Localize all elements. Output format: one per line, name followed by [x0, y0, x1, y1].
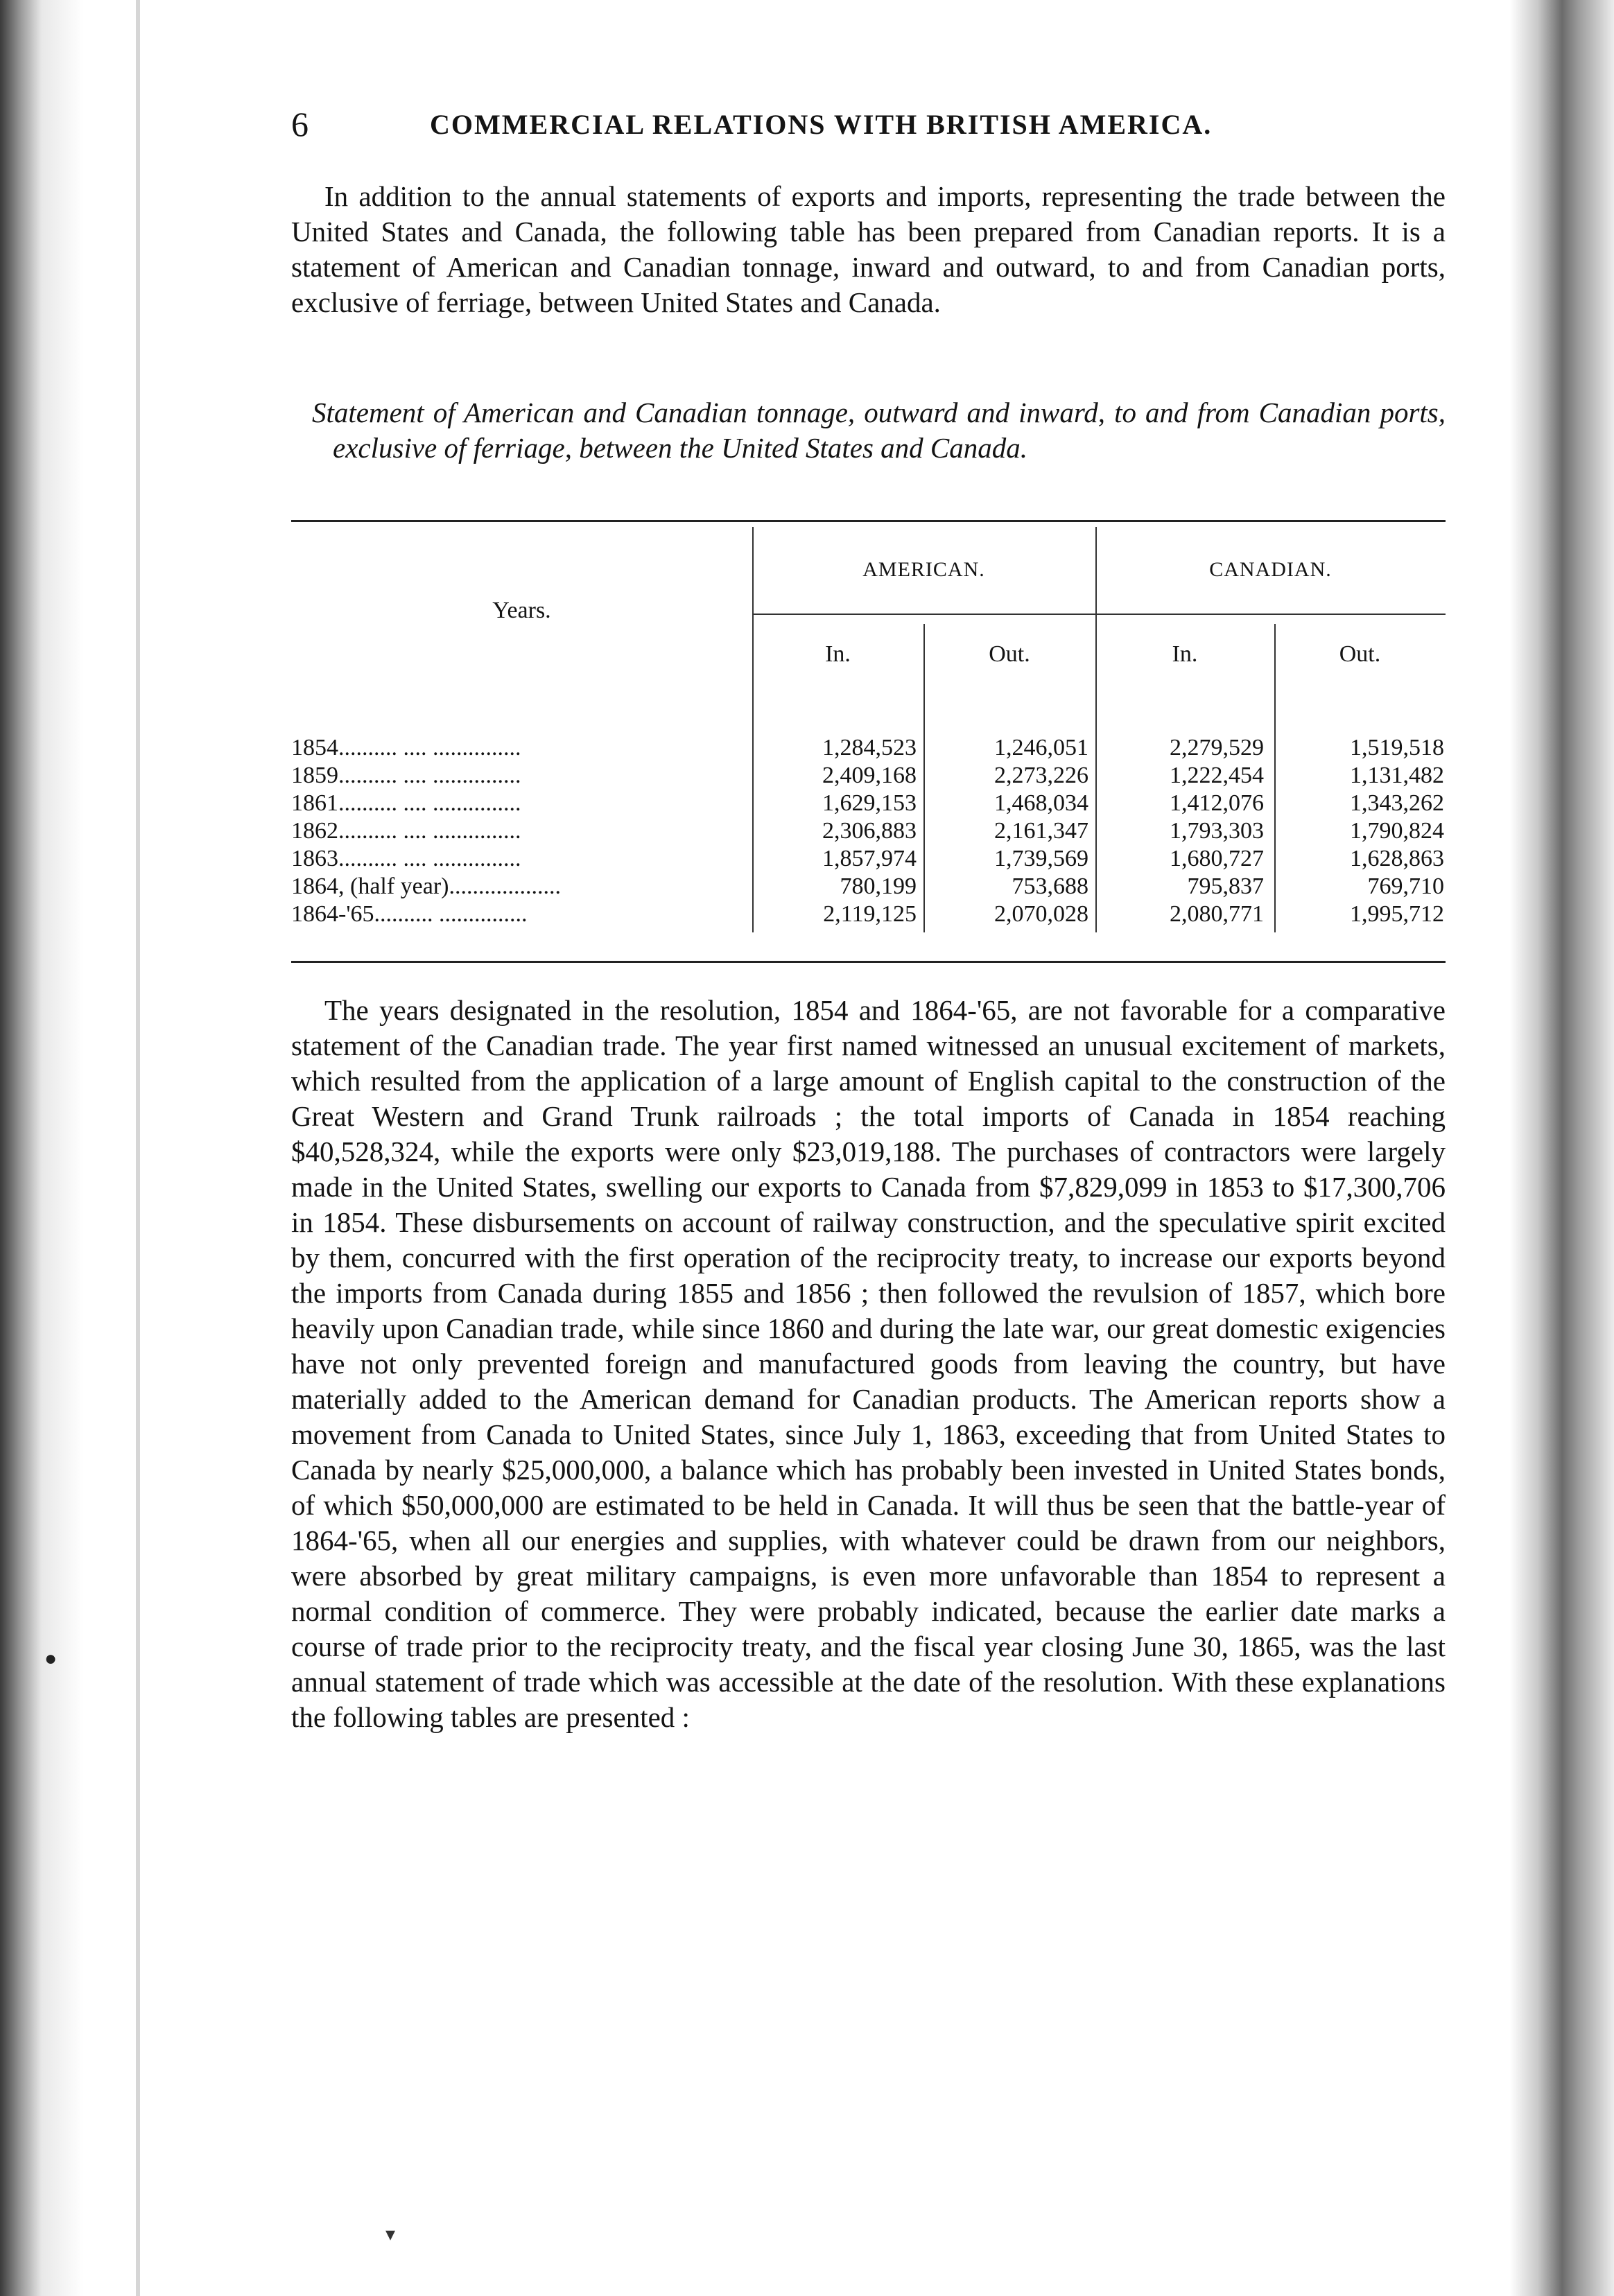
page-header [291, 104, 1446, 153]
table-row [291, 818, 1446, 846]
american-out-cell: 2,273,226 [994, 763, 1088, 788]
american-out-cell: 1,246,051 [994, 735, 1088, 760]
col-divider [1274, 624, 1276, 731]
scan-right-margin [1510, 0, 1614, 2296]
body-paragraph: The years designated in the resolution, 1854 and 1864-'65, are not favorable for a comparative statement of the Canadian trade. The year first named witnessed an unusual excitement of markets, which resulted from the application of a large amount of English capital to the construction of the Great Western and Grand Trunk railroads ; the total imports of Canada in 1854 reaching $40,528,324, while the exports were only $23,019,188. The purchases of contractors were largely made in the United States, swelling our exports to Canada from $7,829,099 in 1853 to $17,300,706 in 1854. These disbursements on account of railway construction, and the speculative spirit excited by them, concurred with the first operation of the reciprocity treaty, to increase our exports beyond the imports from Canada during 1855 and 1856 ; then followed the revulsion of 1857, which bore heavily upon Canadian trade, while since 1860 and during the late war, our great domestic exigencies have not only prevented foreign and manufactured goods from leaving the country, but have materially added to the American demand for Canadian products. The American reports show a movement from Canada to United States, since July 1, 1863, exceeding that from United States to Canada by nearly $25,000,000, a balance which has probably been invested in United States bonds, of which $50,000,000 are estimated to be held in Canada. It will thus be seen that the battle-year of 1864-'65, when all our energies and supplies, with whatever could be drawn from our neighbors, were absorbed by great military campaigns, is even more unfavorable than 1854 to represent a normal condition of commerce. They were probably indicated, because the earlier date marks a course of trade prior to the reciprocity treaty, and the fiscal year closing June 30, 1865, was the last annual statement of trade which was accessible at the date of the resolution. With these explanations the following tables are presented : [291, 994, 1446, 1733]
year-cell: 1861.......... .... ............... [291, 790, 521, 816]
scan-page-edge [136, 0, 140, 2296]
american-out-cell: 2,070,028 [994, 901, 1088, 927]
canadian-in-cell: 1,222,454 [1170, 763, 1264, 788]
year-cell: 1862.......... .... ............... [291, 818, 521, 844]
american-in-header: In. [825, 641, 851, 667]
american-in-cell: 1,284,523 [822, 735, 917, 760]
table-top-rule [291, 520, 1446, 522]
year-cell: 1864-'65.......... ............... [291, 901, 528, 927]
american-out-cell: 1,468,034 [994, 790, 1088, 816]
year-cell: 1863.......... .... ............... [291, 846, 521, 871]
canadian-out-cell: 1,343,262 [1350, 790, 1444, 816]
canadian-out-cell: 1,519,518 [1350, 735, 1444, 760]
american-in-cell: 1,857,974 [822, 846, 917, 871]
canadian-in-cell: 1,680,727 [1170, 846, 1264, 871]
table-caption [291, 395, 1446, 466]
running-head: COMMERCIAL RELATIONS WITH BRITISH AMERICA. [430, 109, 1213, 140]
american-in-cell: 2,306,883 [822, 818, 917, 844]
years-header: Years. [492, 598, 551, 623]
table-row [291, 846, 1446, 873]
canadian-in-cell: 795,837 [1187, 873, 1264, 899]
table-row [291, 763, 1446, 790]
american-out-header: Out. [989, 641, 1030, 667]
table-bottom-rule [291, 961, 1446, 963]
american-in-cell: 2,119,125 [823, 901, 917, 927]
year-cell: 1859.......... .... ............... [291, 763, 521, 788]
table-caption-text: Statement of American and Canadian tonnage, outward and inward, to and from Canadian ports, exclusive of ferriage, between the United States and Canada. [312, 397, 1446, 464]
scan-speck: ● [44, 1647, 58, 1670]
canadian-out-cell: 1,995,712 [1350, 901, 1444, 927]
year-cell: 1864, (half year)................... [291, 873, 562, 899]
american-in-cell: 780,199 [840, 873, 917, 899]
canadian-in-cell: 1,412,076 [1170, 790, 1264, 816]
table-row [291, 873, 1446, 901]
document-page [291, 0, 1446, 2296]
canadian-in-cell: 1,793,303 [1170, 818, 1264, 844]
scan-left-margin [0, 0, 142, 2296]
header-subrule [752, 614, 1446, 615]
table-row [291, 735, 1446, 763]
american-out-cell: 753,688 [1012, 873, 1088, 899]
canadian-out-cell: 1,790,824 [1350, 818, 1444, 844]
table-row [291, 790, 1446, 818]
canadian-in-cell: 2,080,771 [1170, 901, 1264, 927]
american-out-cell: 1,739,569 [994, 846, 1088, 871]
col-divider [923, 624, 925, 731]
american-in-cell: 1,629,153 [822, 790, 917, 816]
canadian-out-header: Out. [1339, 641, 1381, 667]
canadian-header: CANADIAN. [1209, 558, 1332, 581]
canadian-out-cell: 769,710 [1367, 873, 1444, 899]
intro-paragraph: In addition to the annual statements of exports and imports, representing the trade between the United States and Canada, the following table has been prepared from Canadian reports. It is a statement of American and Canadian tonnage, inward and outward, to and from Canadian ports, exclusive of ferriage, between United States and Canada. [291, 180, 1446, 318]
canadian-in-cell: 2,279,529 [1170, 735, 1264, 760]
american-out-cell: 2,161,347 [994, 818, 1088, 844]
canadian-out-cell: 1,628,863 [1350, 846, 1444, 871]
table-row [291, 901, 1446, 929]
page-number: 6 [291, 105, 309, 144]
year-cell: 1854.......... .... ............... [291, 735, 521, 760]
canadian-in-header: In. [1172, 641, 1198, 667]
american-in-cell: 2,409,168 [822, 763, 917, 788]
american-header: AMERICAN. [862, 558, 985, 581]
scan-speck-bottom: ▾ [385, 2224, 396, 2245]
canadian-out-cell: 1,131,482 [1350, 763, 1444, 788]
tonnage-table [291, 520, 1446, 967]
